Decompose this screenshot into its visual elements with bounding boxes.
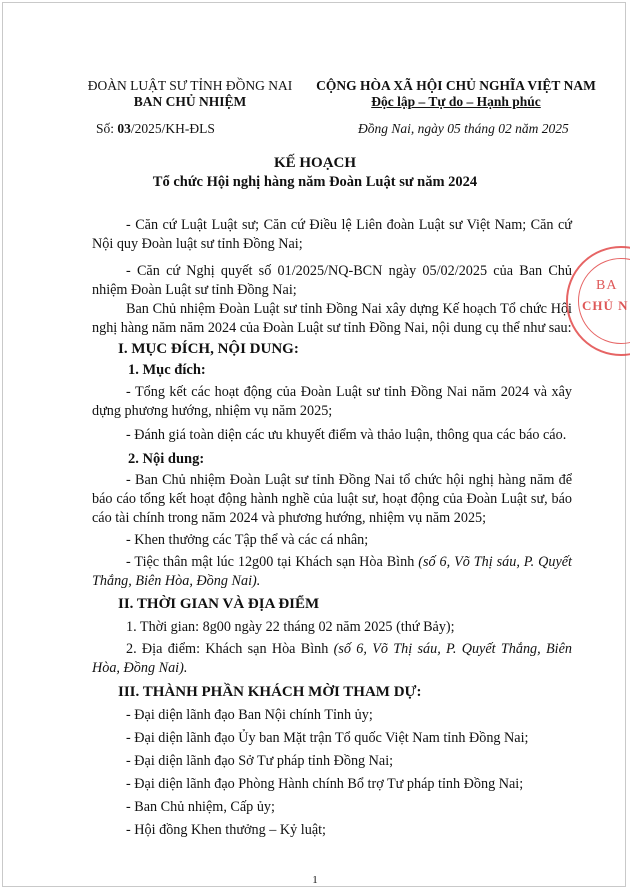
section-3-heading: III. THÀNH PHẦN KHÁCH MỜI THAM DỰ:	[118, 684, 422, 700]
content-item-2: - Khen thưởng các Tập thể và các cá nhân;	[126, 532, 369, 548]
doc-number: Số: 03/2025/KH-ĐLS	[96, 121, 215, 136]
content-item-3: - Tiệc thân mật lúc 12g00 tại Khách sạn Hòa Bình (số 6, Võ Thị sáu, P. Quyết Thắng, Biên Hòa, Đồng Nai).	[92, 554, 572, 589]
basis-paragraph-2: - Căn cứ Nghị quyết số 01/2025/NQ-BCN ngày 05/02/2025 của Ban Chủ nhiệm Đoàn Luật sư tỉnh Đồng Nai;	[92, 263, 572, 298]
place-date: Đồng Nai, ngày 05 tháng 02 năm 2025	[358, 121, 569, 136]
purpose-item-2: - Đánh giá toàn diện các ưu khuyết điểm và thảo luận, thông qua các báo cáo.	[126, 427, 567, 443]
page-number: 1	[312, 874, 318, 886]
guest-item: - Ban Chủ nhiệm, Cấp ủy;	[126, 799, 275, 815]
org-name: ĐOÀN LUẬT SƯ TỈNH ĐỒNG NAI	[87, 78, 293, 93]
content-item-1: - Ban Chủ nhiệm Đoàn Luật sư tỉnh Đồng Nai tổ chức hội nghị hàng năm để báo cáo tổng kết hoạt động hành nghề của luật sư, hoạt động của Đoàn Luật sư, báo cáo tài chính trong năm 2024 và phương hướng, nhiệm vụ năm 2025;	[92, 472, 572, 526]
section-1-sub-2: 2. Nội dung:	[128, 451, 205, 467]
motto: Độc lập – Tự do – Hạnh phúc	[371, 94, 541, 109]
guest-item: - Đại diện lãnh đạo Ban Nội chính Tỉnh ủy;	[126, 707, 373, 723]
seal-text-2: CHỦ N	[582, 298, 629, 313]
section-2-heading: II. THỜI GIAN VÀ ĐỊA ĐIỂM	[118, 596, 320, 612]
intro-paragraph: Ban Chủ nhiệm Đoàn Luật sư tỉnh Đồng Nai xây dựng Kế hoạch Tổ chức Hội nghị hàng năm năm 2024 của Đoàn Luật sư tỉnh Đồng Nai, nội dung cụ thể như sau:	[92, 301, 572, 336]
location-item: 2. Địa điểm: Khách sạn Hòa Bình (số 6, Võ Thị sáu, P. Quyết Thắng, Biên Hòa, Đồng Nai).	[92, 641, 572, 676]
time-item: 1. Thời gian: 8g00 ngày 22 tháng 02 năm 2025 (thứ Bảy);	[126, 619, 455, 635]
purpose-item-1: - Tổng kết các hoạt động của Đoàn Luật sư tỉnh Đồng Nai năm 2024 và xây dựng phương hướng, nhiệm vụ năm 2025;	[92, 384, 572, 419]
section-1-heading: I. MỤC ĐÍCH, NỘI DUNG:	[118, 341, 299, 357]
basis-paragraph-1: - Căn cứ Luật Luật sư; Căn cứ Điều lệ Liên đoàn Luật sư Việt Nam; Căn cứ Nội quy Đoàn luật sư tỉnh Đồng Nai;	[92, 217, 572, 252]
guest-item: - Hội đồng Khen thưởng – Kỷ luật;	[126, 822, 327, 838]
guest-item: - Đại diện lãnh đạo Ủy ban Mặt trận Tổ quốc Việt Nam tỉnh Đồng Nai;	[126, 730, 529, 746]
guest-item: - Đại diện lãnh đạo Phòng Hành chính Bổ trợ Tư pháp tỉnh Đồng Nai;	[126, 776, 524, 792]
seal-text-1: BA	[596, 278, 618, 293]
document-subtitle: Tổ chức Hội nghị hàng năm Đoàn Luật sư năm 2024	[152, 174, 478, 190]
section-1-sub-1: 1. Mục đích:	[128, 362, 206, 378]
org-board: BAN CHỦ NHIỆM	[133, 94, 247, 109]
republic-title: CỘNG HÒA XÃ HỘI CHỦ NGHĨA VIỆT NAM	[316, 78, 596, 93]
document-title: KẾ HOẠCH	[273, 155, 357, 171]
guest-item: - Đại diện lãnh đạo Sở Tư pháp tỉnh Đồng Nai;	[126, 753, 394, 769]
